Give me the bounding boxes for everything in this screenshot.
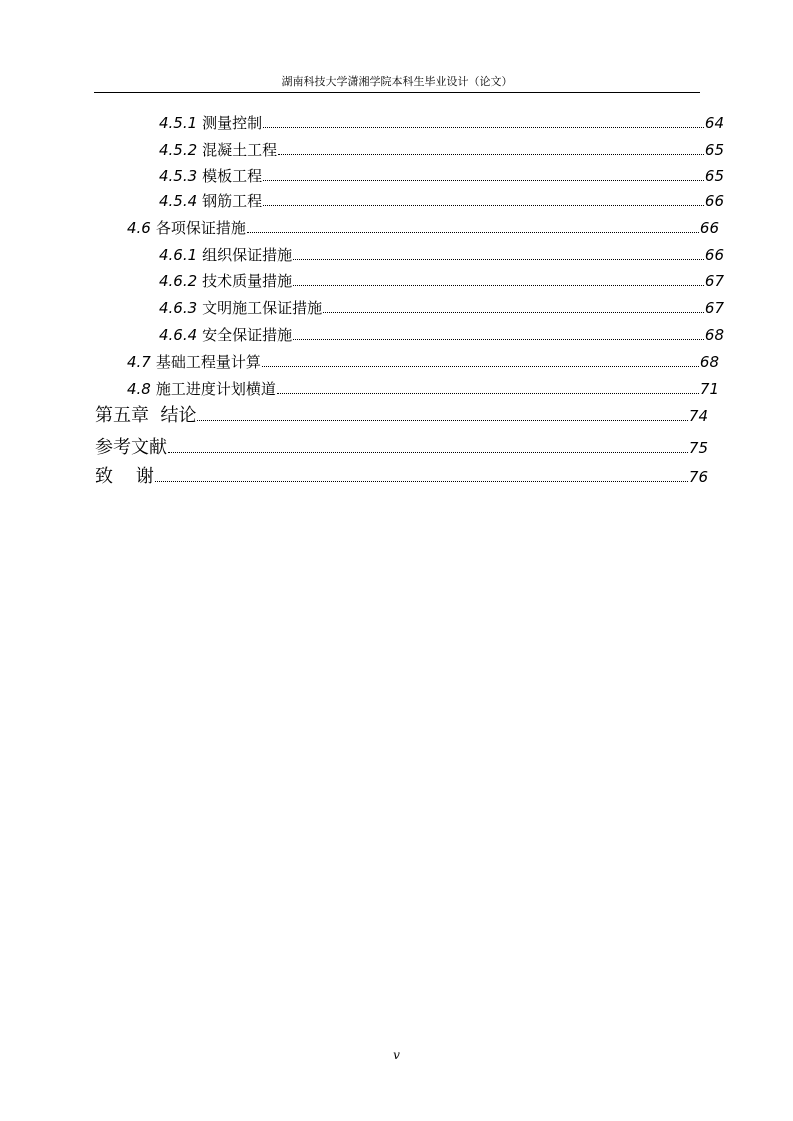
toc-entry-references[interactable] [95,436,708,460]
toc-entry-number: 4.6.2 [159,272,198,290]
toc-entry-4-5-3[interactable] [159,166,724,186]
toc-entry-title: 技术质量措施 [202,272,293,290]
toc-entry-page: 67 [704,299,724,317]
toc-entry-page: 65 [704,141,724,159]
toc-entry-number: 4.5.1 [159,114,198,132]
toc-entry-title: 模板工程 [202,167,263,185]
toc-entry-4-5-2[interactable] [159,140,724,160]
toc-entry-page: 76 [688,468,708,486]
footer-page-number: v [393,1048,400,1062]
toc-entry-title: 文明施工保证措施 [202,299,323,317]
toc-entry-title: 混凝土工程 [202,141,278,159]
toc-entry-4-5-1[interactable] [159,113,724,133]
toc-entry-acknowledgements[interactable] [95,465,708,489]
toc-entry-page: 74 [688,407,708,425]
toc-dot-leader [323,312,704,313]
toc-dot-leader [277,393,699,394]
toc-entry-4-6-2[interactable] [159,271,724,291]
toc-dot-leader [247,232,699,233]
toc-entry-page: 66 [704,192,724,210]
toc-entry-page: 75 [688,439,708,457]
toc-dot-leader [263,180,704,181]
toc-entry-number: 4.5.3 [159,167,198,185]
toc-entry-page: 65 [704,167,724,185]
toc-entry-number: 4.6.1 [159,246,198,264]
toc-dot-leader [278,154,704,155]
toc-entry-page: 71 [699,380,719,398]
toc-entry-number: 4.6.4 [159,326,198,344]
toc-entry-page: 68 [699,353,719,371]
toc-entry-page: 67 [704,272,724,290]
toc-entry-title: 各项保证措施 [155,219,246,237]
toc-dot-leader [263,205,704,206]
toc-dot-leader [293,339,704,340]
toc-entry-page: 66 [699,219,719,237]
toc-entry-number: 4.5.4 [159,192,198,210]
toc-entry-4-6-1[interactable] [159,245,724,265]
toc-entry-number: 4.6 [127,219,151,237]
toc-entry-4-5-4[interactable] [159,191,724,211]
toc-entry-number: 4.6.3 [159,299,198,317]
toc-entry-4-6-4[interactable] [159,325,724,345]
toc-entry-number: 4.5.2 [159,141,198,159]
toc-entry-4-6[interactable] [127,218,719,238]
header-title: 湖南科技大学潇湘学院本科生毕业设计（论文） [281,75,513,88]
toc-entry-page: 64 [704,114,724,132]
toc-dot-leader [155,481,688,482]
toc-dot-leader [293,285,704,286]
toc-entry-title: 致 谢 [95,466,154,487]
toc-entry-4-6-3[interactable] [159,298,724,318]
toc-entry-number: 4.7 [127,353,151,371]
toc-entry-number: 4.8 [127,380,151,398]
toc-entry-page: 68 [704,326,724,344]
toc-entry-page: 66 [704,246,724,264]
toc-dot-leader [168,452,688,453]
toc-dot-leader [197,420,687,421]
toc-entry-title: 组织保证措施 [202,246,293,264]
toc-entry-title: 钢筋工程 [202,192,263,210]
toc-dot-leader [293,259,704,260]
toc-entry-chapter-5[interactable] [95,404,708,428]
toc-dot-leader [262,366,699,367]
toc-entry-title: 测量控制 [202,114,263,132]
toc-entry-4-8[interactable] [127,379,719,399]
toc-entry-title: 基础工程量计算 [155,353,261,371]
toc-entry-title: 参考文献 [95,437,167,458]
toc-entry-title: 第五章 结论 [95,405,197,426]
toc-entry-4-7[interactable] [127,352,719,372]
toc-entry-title: 安全保证措施 [202,326,293,344]
toc-entry-title: 施工进度计划横道 [155,380,276,398]
toc-dot-leader [263,127,704,128]
